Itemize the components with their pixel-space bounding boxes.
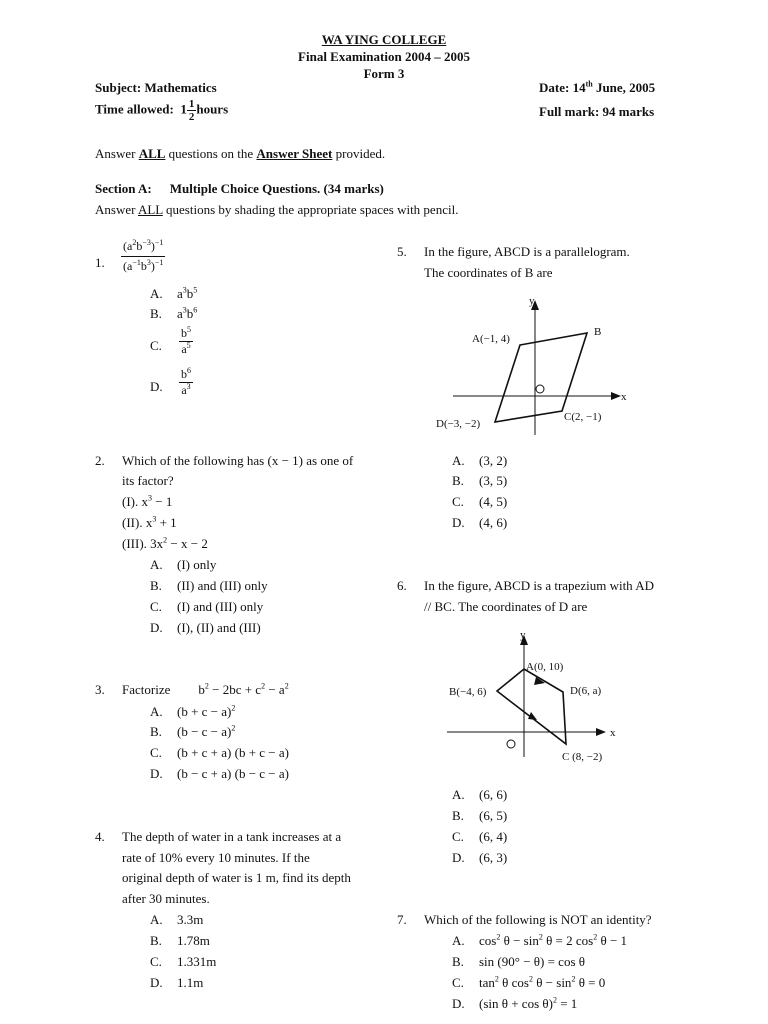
q6-trapezium bbox=[497, 669, 566, 744]
q5-option-b: B. (3, 5) bbox=[452, 473, 508, 488]
q5-x-arrowhead bbox=[611, 392, 621, 400]
q5-number: 5. bbox=[397, 244, 407, 259]
q1-option-b: B. $a^3b^6$ bbox=[150, 305, 198, 321]
q1-expression: $\frac{(a^2b^{-3})^{-1}}{(a^{-1}b^3)^{-1}}$ bbox=[123, 238, 164, 273]
q3-stem: Factorize $b^2 - 2bc + c^2 - a^2$ bbox=[122, 681, 289, 697]
q1-option-c-letter: C. bbox=[150, 338, 162, 353]
q3-option-d: D. (b − c + a) (b − c − a) bbox=[150, 766, 289, 781]
q5-label-b: B bbox=[594, 326, 602, 338]
q5-parallelogram bbox=[495, 333, 587, 422]
q4-option-b: B. 1.78m bbox=[150, 933, 210, 948]
q7-number: 7. bbox=[397, 912, 407, 927]
q2-option-a: A. (I) only bbox=[150, 557, 217, 572]
q5-option-a: A. (3, 2) bbox=[452, 453, 508, 468]
q6-option-a: A. (6, 6) bbox=[452, 787, 508, 802]
q2-option-c: C. (I) and (III) only bbox=[150, 599, 264, 614]
q6-option-d: D. (6, 3) bbox=[452, 850, 508, 865]
q6-y-label: y bbox=[520, 629, 526, 641]
q4-option-c: C. 1.331m bbox=[150, 954, 217, 969]
q2-option-b: B. (II) and (III) only bbox=[150, 578, 268, 593]
q4-line3: original depth of water is 1 m, find its depth bbox=[122, 870, 351, 885]
q5-option-d: D. (4, 6) bbox=[452, 515, 508, 530]
q6-x-arrowhead bbox=[596, 728, 606, 736]
q5-line1: In the figure, ABCD is a parallelogram. bbox=[424, 244, 630, 259]
exam-title: Final Examination 2004 – 2005 bbox=[298, 49, 470, 64]
q5-label-a: A(−1, 4) bbox=[472, 333, 510, 345]
q1-option-d-letter: D. bbox=[150, 379, 163, 394]
q7-option-c: C. $\tan^2 \theta$ $\cos^2 \theta - \sin^2 \theta = 0$ bbox=[452, 974, 606, 990]
q5-x-label: x bbox=[621, 391, 627, 403]
q4-line2: rate of 10% every 10 minutes. If the bbox=[122, 850, 310, 865]
intro-instruction: Answer ALL questions on the Answer Sheet provided. bbox=[95, 146, 386, 161]
q3-number: 3. bbox=[95, 682, 105, 697]
q5-y-label: y bbox=[529, 295, 535, 307]
q6-option-c: C. (6, 4) bbox=[452, 829, 508, 844]
q6-line2: // BC. The coordinates of D are bbox=[424, 599, 588, 614]
q4-option-d: D. 1.1m bbox=[150, 975, 204, 990]
q5-label-c: C(2, −1) bbox=[564, 411, 602, 423]
q4-number: 4. bbox=[95, 829, 105, 844]
q6-option-b: B. (6, 5) bbox=[452, 808, 508, 823]
q6-label-a: A(0, 10) bbox=[526, 661, 564, 673]
q5-origin-marker bbox=[536, 385, 544, 393]
q5-label-d: D(−3, −2) bbox=[436, 418, 481, 430]
q5-option-c: C. (4, 5) bbox=[452, 494, 508, 509]
q2-number: 2. bbox=[95, 453, 105, 468]
q7-option-a: A. $\cos^2 \theta - \sin^2 \theta = 2$ $\cos^2 \theta - 1$ bbox=[452, 932, 628, 948]
q2-item-ii: (II). $x^3 + 1$ bbox=[122, 514, 177, 530]
q7-stem: Which of the following is NOT an identity? bbox=[424, 912, 652, 927]
q7-option-d: D. (sin θ + cos θ)$^2$ = 1 bbox=[452, 995, 578, 1011]
q3-option-a: A. $(b + c - a)^2$ bbox=[150, 703, 236, 719]
q6-line1: In the figure, ABCD is a trapezium with AD bbox=[424, 578, 654, 593]
q1-option-d: $\frac{b^6}{a^3}$ bbox=[181, 366, 191, 397]
q2-item-i: (I). $x^3 - 1$ bbox=[122, 493, 173, 509]
q4-line4: after 30 minutes. bbox=[122, 891, 210, 906]
q6-number: 6. bbox=[397, 578, 407, 593]
q1-number: 1. bbox=[95, 255, 105, 270]
subject: Subject: Mathematics bbox=[95, 80, 217, 95]
q6-parallel-arrow-bc bbox=[528, 712, 537, 720]
q5-line2: The coordinates of B are bbox=[424, 265, 553, 280]
q4-line1: The depth of water in a tank increases at a bbox=[122, 829, 342, 844]
q6-label-d: D(6, a) bbox=[570, 685, 602, 697]
section-a-heading: Section A: Multiple Choice Questions. (34 marks) bbox=[95, 181, 384, 196]
q2-stem-line2: its factor? bbox=[122, 473, 174, 488]
q1-option-a: A. $a^3b^5$ bbox=[150, 285, 198, 301]
q3-option-b: B. $(b - c - a)^2$ bbox=[150, 723, 236, 739]
time-allowed: Time allowed: 1 $\frac{1}{2}$ hours bbox=[95, 98, 229, 123]
q5-figure bbox=[425, 290, 645, 440]
q3-option-c: C. (b + c + a) (b + c − a) bbox=[150, 745, 289, 760]
q7-option-b: B. sin (90° − θ) = cos θ bbox=[452, 954, 585, 969]
q2-stem-line1: Which of the following has (x − 1) as one of bbox=[122, 453, 354, 468]
form-label: Form 3 bbox=[363, 66, 405, 81]
q6-figure bbox=[435, 625, 635, 770]
q2-option-d: D. (I), (II) and (III) bbox=[150, 620, 261, 635]
school-name: WA YING COLLEGE bbox=[321, 32, 447, 47]
q6-label-c: C (8, −2) bbox=[562, 751, 603, 763]
q6-origin-marker bbox=[507, 740, 515, 748]
exam-date: Date: 14th June, 2005 bbox=[539, 79, 656, 95]
full-mark: Full mark: 94 marks bbox=[539, 104, 655, 119]
q2-item-iii: (III). $3x^2 - x - 2$ bbox=[122, 535, 208, 551]
section-a-instruction: Answer ALL questions by shading the appropriate spaces with pencil. bbox=[95, 202, 459, 217]
q6-x-label: x bbox=[610, 727, 616, 739]
q4-option-a: A. 3.3m bbox=[150, 912, 204, 927]
q1-option-c: $\frac{b^5}{a^5}$ bbox=[181, 325, 191, 356]
q6-label-b: B(−4, 6) bbox=[449, 686, 487, 698]
